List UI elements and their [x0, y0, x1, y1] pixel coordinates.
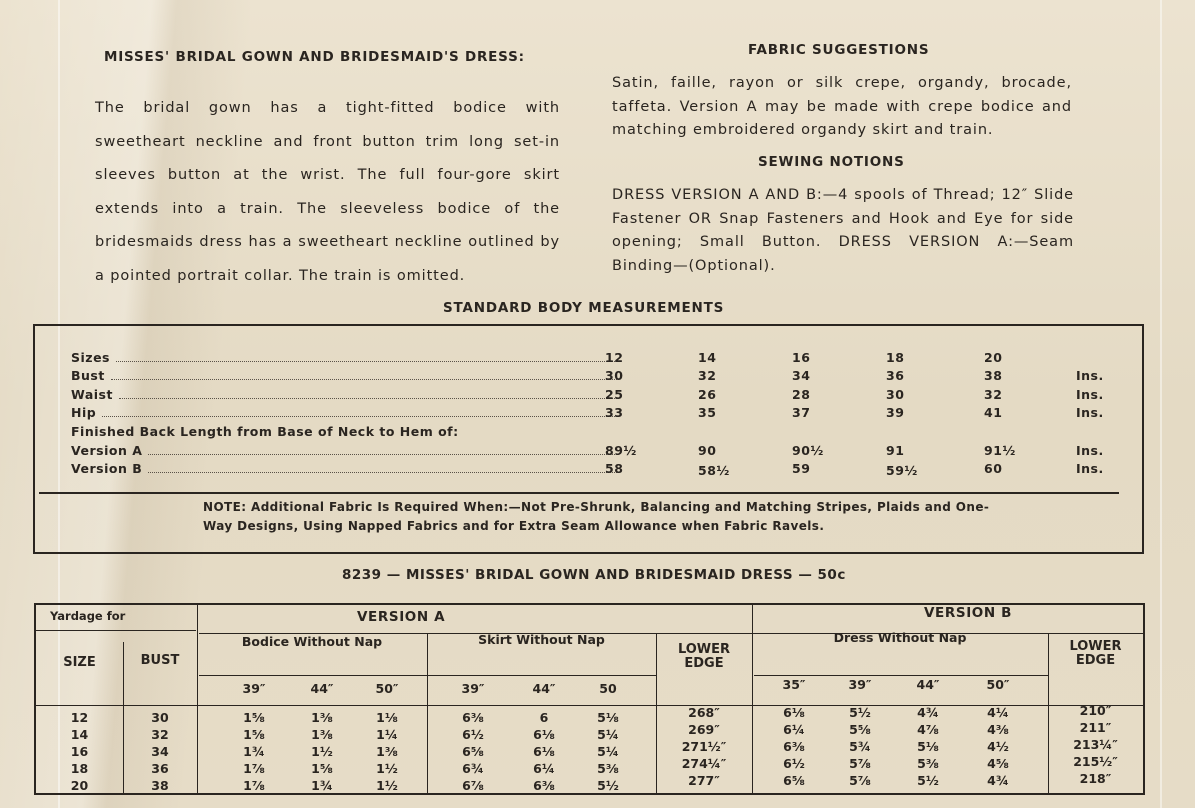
bust-cell: 36: [151, 761, 169, 776]
measurement-value: 34: [792, 368, 811, 383]
measurement-value: 37: [792, 405, 811, 420]
dress-yardage-cell: 5⅝: [849, 722, 871, 737]
skirt-yardage-cell: 6⅝: [462, 744, 484, 759]
dress-header: Dress Without Nap: [833, 630, 967, 645]
skirt-yardage-cell: 6¼: [533, 761, 555, 776]
size-cell: 16: [70, 744, 89, 759]
measurement-value: 89½: [605, 443, 637, 458]
measurement-value: 90: [698, 443, 717, 458]
bust-cell: 34: [151, 744, 169, 759]
measurement-label: Version A: [71, 443, 143, 458]
table-rule: [754, 675, 1048, 676]
skirt-yardage-cell: 6⅜: [462, 710, 484, 725]
bodice-yardage-cell: 1⅝: [243, 710, 265, 725]
leader-dots: [111, 379, 619, 380]
measurement-unit: Ins.: [1076, 405, 1104, 420]
lower-edge-b-cell: 215½″: [1073, 754, 1118, 769]
measurement-value: 30: [886, 387, 905, 402]
dress-yardage-cell: 4¼: [987, 705, 1009, 720]
dress-yardage-cell: 4½: [987, 739, 1009, 754]
description-heading: MISSES' BRIDAL GOWN AND BRIDESMAID'S DRESS:: [104, 49, 525, 65]
leader-dots: [119, 398, 619, 399]
measurement-label: Waist: [71, 387, 113, 402]
skirt-yardage-cell: 6: [539, 710, 549, 725]
bust-cell: 38: [151, 778, 169, 793]
dress-yardage-cell: 4¾: [987, 773, 1009, 788]
size-header: SIZE: [63, 655, 96, 670]
size-cell: 14: [70, 727, 89, 742]
measurements-divider: [39, 492, 1119, 494]
dress-yardage-cell: 5½: [917, 773, 939, 788]
dress-yardage-cell: 6⅝: [783, 773, 805, 788]
dress-yardage-cell: 5¾: [849, 739, 871, 754]
table-rule: [427, 633, 428, 793]
measurement-value: 38: [984, 368, 1003, 383]
measurement-value: 18: [886, 350, 905, 365]
size-cell: 20: [70, 778, 89, 793]
dress-yardage-cell: 6⅛: [783, 705, 805, 720]
skirt-yardage-cell: 6¾: [462, 761, 484, 776]
measurement-row: [71, 424, 459, 442]
width-header: 50: [599, 681, 617, 696]
measurement-value: 59½: [886, 463, 918, 478]
bodice-yardage-cell: 1⅛: [376, 710, 398, 725]
measurement-label: Finished Back Length from Base of Neck to Hem of:: [71, 424, 459, 439]
bodice-yardage-cell: 1½: [376, 778, 398, 793]
width-header: 39″: [461, 681, 485, 696]
lower-edge-a-cell: 271½″: [681, 739, 727, 754]
bodice-yardage-cell: 1¼: [376, 727, 398, 742]
width-header: 44″: [916, 677, 940, 692]
dress-yardage-cell: 5⅜: [917, 756, 939, 771]
measurement-label: Bust: [71, 368, 105, 383]
skirt-yardage-cell: 6½: [462, 727, 484, 742]
bust-cell: 32: [151, 727, 169, 742]
dress-yardage-cell: 5⅞: [849, 773, 871, 788]
dress-yardage-cell: 4⅜: [987, 722, 1009, 737]
lower-edge-b-cell: 211″: [1079, 720, 1112, 735]
lower-edge-b-cell: 218″: [1079, 771, 1112, 786]
dress-yardage-cell: 6¼: [783, 722, 805, 737]
bodice-yardage-cell: 1⅞: [243, 761, 265, 776]
bodice-yardage-cell: 1½: [311, 744, 333, 759]
bodice-yardage-cell: 1½: [376, 761, 398, 776]
skirt-yardage-cell: 6⅞: [462, 778, 484, 793]
table-rule: [36, 630, 196, 631]
lower-edge-b-cell: 210″: [1079, 703, 1112, 718]
table-rule: [199, 675, 656, 676]
lower-edge-a-cell: 274¼″: [681, 756, 727, 771]
bodice-header: Bodice Without Nap: [241, 634, 383, 649]
fabric-note: NOTE: Additional Fabric Is Required When:—Not Pre-Shrunk, Balancing and Matching Stripes, Plaids and One-Way Designs, Using Napped Fabrics and for Extra Seam Allowance when Fabric Ravels.: [203, 500, 990, 533]
measurement-unit: Ins.: [1076, 387, 1104, 402]
measurement-value: 12: [605, 350, 624, 365]
measurement-label: Hip: [71, 405, 97, 420]
dress-yardage-cell: 4⅝: [987, 756, 1009, 771]
width-header: 44″: [310, 681, 334, 696]
notions-heading: SEWING NOTIONS: [758, 154, 905, 170]
measurement-unit: Ins.: [1076, 443, 1104, 458]
width-header: 39″: [848, 677, 872, 692]
width-header: 39″: [242, 681, 266, 696]
lower-edge-a-cell: 268″: [688, 705, 720, 720]
measurement-value: 58½: [698, 463, 730, 478]
measurement-value: 58: [605, 461, 624, 476]
dress-yardage-cell: 6½: [783, 756, 805, 771]
notions-text: DRESS VERSION A AND B:—4 spools of Thread; 12″ Slide Fastener OR Snap Fasteners and Hook and Eye for side opening; Small Button. DRESS VERSION A:—Seam Binding—(Optional).: [612, 187, 1074, 274]
size-cell: 18: [70, 761, 89, 776]
skirt-yardage-cell: 6⅜: [533, 778, 555, 793]
leader-dots: [148, 454, 619, 455]
measurement-label: Sizes: [71, 350, 110, 365]
lower-edge-a-cell: 269″: [688, 722, 720, 737]
bodice-yardage-cell: 1⅝: [243, 727, 265, 742]
bodice-yardage-cell: 1⅜: [311, 727, 333, 742]
measurement-value: 28: [792, 387, 811, 402]
leader-dots: [148, 472, 619, 473]
measurement-value: 32: [698, 368, 717, 383]
fabric-heading: FABRIC SUGGESTIONS: [748, 42, 930, 58]
bodice-yardage-cell: 1¾: [243, 744, 265, 759]
lower-edge-a-header: LOWER EDGE: [677, 642, 731, 671]
measurement-value: 91½: [984, 443, 1016, 458]
bodice-yardage-cell: 1⅜: [311, 710, 333, 725]
skirt-yardage-cell: 5¼: [597, 727, 619, 742]
measurement-value: 91: [886, 443, 905, 458]
width-header: 35″: [782, 677, 806, 692]
measurement-row: [71, 461, 1104, 479]
skirt-yardage-cell: 6⅛: [533, 744, 555, 759]
dress-yardage-cell: 5⅞: [849, 756, 871, 771]
skirt-yardage-cell: 5⅜: [597, 761, 619, 776]
version-a-header: VERSION A: [357, 609, 446, 625]
bodice-yardage-cell: 1¾: [311, 778, 333, 793]
leader-dots: [116, 361, 619, 362]
table-rule: [197, 605, 198, 793]
measurement-value: 32: [984, 387, 1003, 402]
yardage-title: 8239 — MISSES' BRIDAL GOWN AND BRIDESMAID DRESS — 50c: [342, 567, 846, 583]
measurement-value: 59: [792, 461, 811, 476]
width-header: 50″: [375, 681, 399, 696]
measurement-value: 20: [984, 350, 1003, 365]
bodice-yardage-cell: 1⅞: [243, 778, 265, 793]
description-text: The bridal gown has a tight-fitted bodice with sweetheart neckline and front button trim long set-in sleeves button at the wrist. The full four-gore skirt extends into a train. The sleeveless bodice of the bridesmaids dress has a sweetheart neckline outlined by a pointed portrait collar. The train is omitted.: [95, 100, 560, 284]
measurement-unit: Ins.: [1076, 461, 1104, 476]
version-b-header: VERSION B: [924, 605, 1012, 621]
measurement-label: Version B: [71, 461, 143, 476]
measurement-value: 35: [698, 405, 717, 420]
measurement-row: [71, 387, 1104, 405]
measurements-heading: STANDARD BODY MEASUREMENTS: [443, 300, 725, 316]
measurement-value: 60: [984, 461, 1003, 476]
measurement-value: 14: [698, 350, 717, 365]
skirt-header: Skirt Without Nap: [478, 632, 605, 647]
measurement-value: 39: [886, 405, 905, 420]
measurement-value: 25: [605, 387, 624, 402]
leader-dots: [102, 416, 619, 417]
lower-edge-b-header: LOWER EDGE: [1069, 639, 1122, 668]
skirt-yardage-cell: 6⅛: [533, 727, 555, 742]
measurement-value: 30: [605, 368, 624, 383]
measurement-value: 26: [698, 387, 717, 402]
measurement-row: [71, 405, 1104, 423]
bodice-yardage-cell: 1⅜: [376, 744, 398, 759]
yardage-table: [34, 603, 1145, 795]
measurement-value: 36: [886, 368, 905, 383]
width-header: 44″: [532, 681, 556, 696]
dress-yardage-cell: 5⅛: [917, 739, 939, 754]
yardage-for-label: Yardage for: [50, 609, 126, 623]
paper-fold: [1160, 0, 1162, 808]
skirt-yardage-cell: 5¼: [597, 744, 619, 759]
skirt-yardage-cell: 5⅛: [597, 710, 619, 725]
width-header: 50″: [986, 677, 1010, 692]
bust-cell: 30: [151, 710, 169, 725]
bodice-yardage-cell: 1⅝: [311, 761, 333, 776]
lower-edge-b-cell: 213¼″: [1073, 737, 1118, 752]
measurement-value: 41: [984, 405, 1003, 420]
dress-yardage-cell: 5½: [849, 705, 871, 720]
measurement-value: 33: [605, 405, 624, 420]
measurement-row: [71, 368, 1104, 386]
dress-yardage-cell: 6⅜: [783, 739, 805, 754]
measurements-box: [33, 324, 1144, 554]
measurement-value: 16: [792, 350, 811, 365]
bust-header: BUST: [140, 653, 180, 668]
lower-edge-a-cell: 277″: [688, 773, 720, 788]
measurement-row: [71, 443, 1104, 461]
dress-yardage-cell: 4¾: [917, 705, 939, 720]
skirt-yardage-cell: 5½: [597, 778, 619, 793]
measurement-value: 90½: [792, 443, 824, 458]
size-cell: 12: [70, 710, 89, 725]
dress-yardage-cell: 4⅞: [917, 722, 939, 737]
fabric-text: Satin, faille, rayon or silk crepe, organdy, brocade, taffeta. Version A may be made with crepe bodice and matching embroidered organdy skirt and train.: [612, 75, 1072, 138]
measurement-row: [71, 350, 1003, 368]
measurement-unit: Ins.: [1076, 368, 1104, 383]
